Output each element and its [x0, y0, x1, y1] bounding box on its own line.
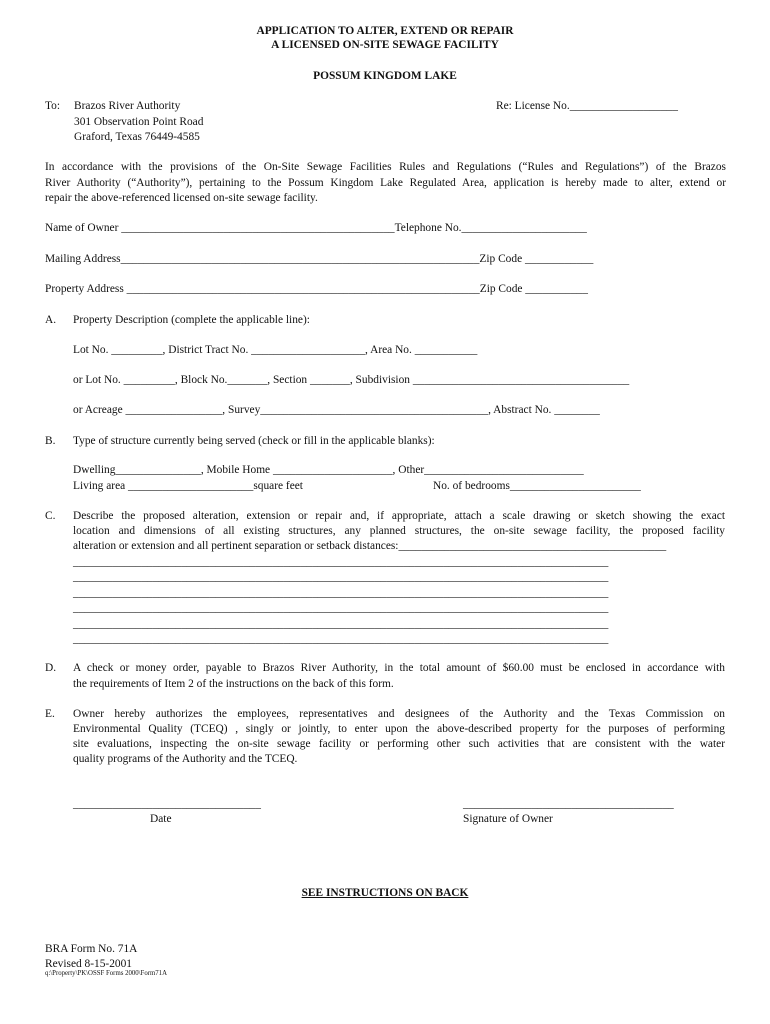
lot-district-area-field[interactable]: Lot No. _________, District Tract No. ____________________, Area No. ___________	[73, 344, 478, 356]
owner-name-field[interactable]: Name of Owner ________________________________________________Telephone No.______________________	[45, 222, 587, 234]
description-blank-line[interactable]: ______________________________________________________________________________________________	[73, 571, 609, 583]
section-e-line-1: Owner hereby authorizes the employees, representatives and designees of the Authority and the Texas Commission on	[73, 708, 725, 720]
mailing-address-field[interactable]: Mailing Address_______________________________________________________________Zip Code ____________	[45, 253, 594, 265]
description-blank-line[interactable]: ______________________________________________________________________________________________	[73, 587, 609, 599]
description-blank-line[interactable]: ______________________________________________________________________________________________	[73, 618, 609, 630]
section-a-heading: Property Description (complete the applicable line):	[73, 314, 310, 326]
signature-label: Signature of Owner	[463, 813, 553, 825]
section-e-line-4: quality programs of the Authority and the TCEQ.	[73, 753, 298, 765]
section-d-line-1: A check or money order, payable to Brazos River Authority, in the total amount of $60.00 must be enclosed in accordance with	[73, 662, 725, 674]
section-c-letter: C.	[45, 510, 56, 522]
date-line[interactable]: _________________________________	[73, 798, 261, 810]
form-title-line1: APPLICATION TO ALTER, EXTEND OR REPAIR	[256, 25, 514, 37]
description-blank-line[interactable]: ______________________________________________________________________________________________	[73, 556, 609, 568]
address-line-1: Brazos River Authority	[74, 100, 181, 112]
address-line-2: 301 Observation Point Road	[74, 116, 204, 128]
bedrooms-field[interactable]: No. of bedrooms_______________________	[433, 480, 641, 492]
section-c-line-1: Describe the proposed alteration, extension or repair and, if appropriate, attach a scale drawing or sketch showing the exact	[73, 510, 725, 522]
section-b-letter: B.	[45, 435, 56, 447]
acreage-survey-field[interactable]: or Acreage _________________, Survey________________________________________, Abstract No. ________	[73, 404, 600, 416]
license-number-field[interactable]: Re: License No.___________________	[496, 100, 678, 112]
section-b-heading: Type of structure currently being served (check or fill in the applicable blanks):	[73, 435, 435, 447]
section-d-letter: D.	[45, 662, 57, 674]
intro-line-1: In accordance with the provisions of the On-Site Sewage Facilities Rules and Regulations (“Rules and Regulations”) of the Brazos	[45, 161, 726, 173]
section-c-line-2: location and dimensions of all existing structures, any planned structures, the on-site sewage facility, the proposed facility	[73, 525, 725, 537]
date-label: Date	[150, 813, 172, 825]
form-number: BRA Form No. 71A	[45, 943, 138, 955]
instructions-note: SEE INSTRUCTIONS ON BACK	[301, 887, 469, 899]
structure-type-field[interactable]: Dwelling_______________, Mobile Home _____________________, Other____________________________	[73, 464, 584, 476]
property-address-field[interactable]: Property Address ______________________________________________________________Zip Code ___________	[45, 283, 588, 295]
to-label: To:	[45, 100, 61, 112]
signature-line[interactable]: _____________________________________	[463, 798, 674, 810]
intro-line-3: repair the above-referenced licensed on-site sewage facility.	[45, 192, 318, 204]
section-e-line-3: site evaluations, inspecting the on-site sewage facility or performing other such activities that are consistent with the water	[73, 738, 725, 750]
address-line-3: Graford, Texas 76449-4585	[74, 131, 200, 143]
lot-block-section-field[interactable]: or Lot No. _________, Block No._______, Section _______, Subdivision ______________________________________	[73, 374, 630, 386]
intro-line-2: River Authority (“Authority”), pertaining to the Possum Kingdom Lake Regulated Area, application is hereby made to alter, extend or	[45, 177, 726, 189]
section-e-letter: E.	[45, 708, 55, 720]
description-blank-line[interactable]: ______________________________________________________________________________________________	[73, 602, 609, 614]
file-path: q:\Property\PK\OSSF Forms 2000\Form71A	[45, 970, 167, 977]
revision-date: Revised 8-15-2001	[45, 958, 132, 970]
section-d-line-2: the requirements of Item 2 of the instructions on the back of this form.	[73, 678, 394, 690]
section-a-letter: A.	[45, 314, 57, 326]
living-area-field[interactable]: Living area ______________________square feet	[73, 480, 303, 492]
section-c-line-3[interactable]: alteration or extension and all pertinent separation or setback distances:_______________________________________________	[73, 540, 667, 552]
form-title-line2: A LICENSED ON-SITE SEWAGE FACILITY	[271, 39, 499, 51]
section-e-line-2: Environmental Quality (TCEQ) , singly or jointly, to enter upon the above-described property for the purposes of performing	[73, 723, 725, 735]
description-blank-line[interactable]: ______________________________________________________________________________________________	[73, 633, 609, 645]
location-heading: POSSUM KINGDOM LAKE	[313, 70, 457, 82]
